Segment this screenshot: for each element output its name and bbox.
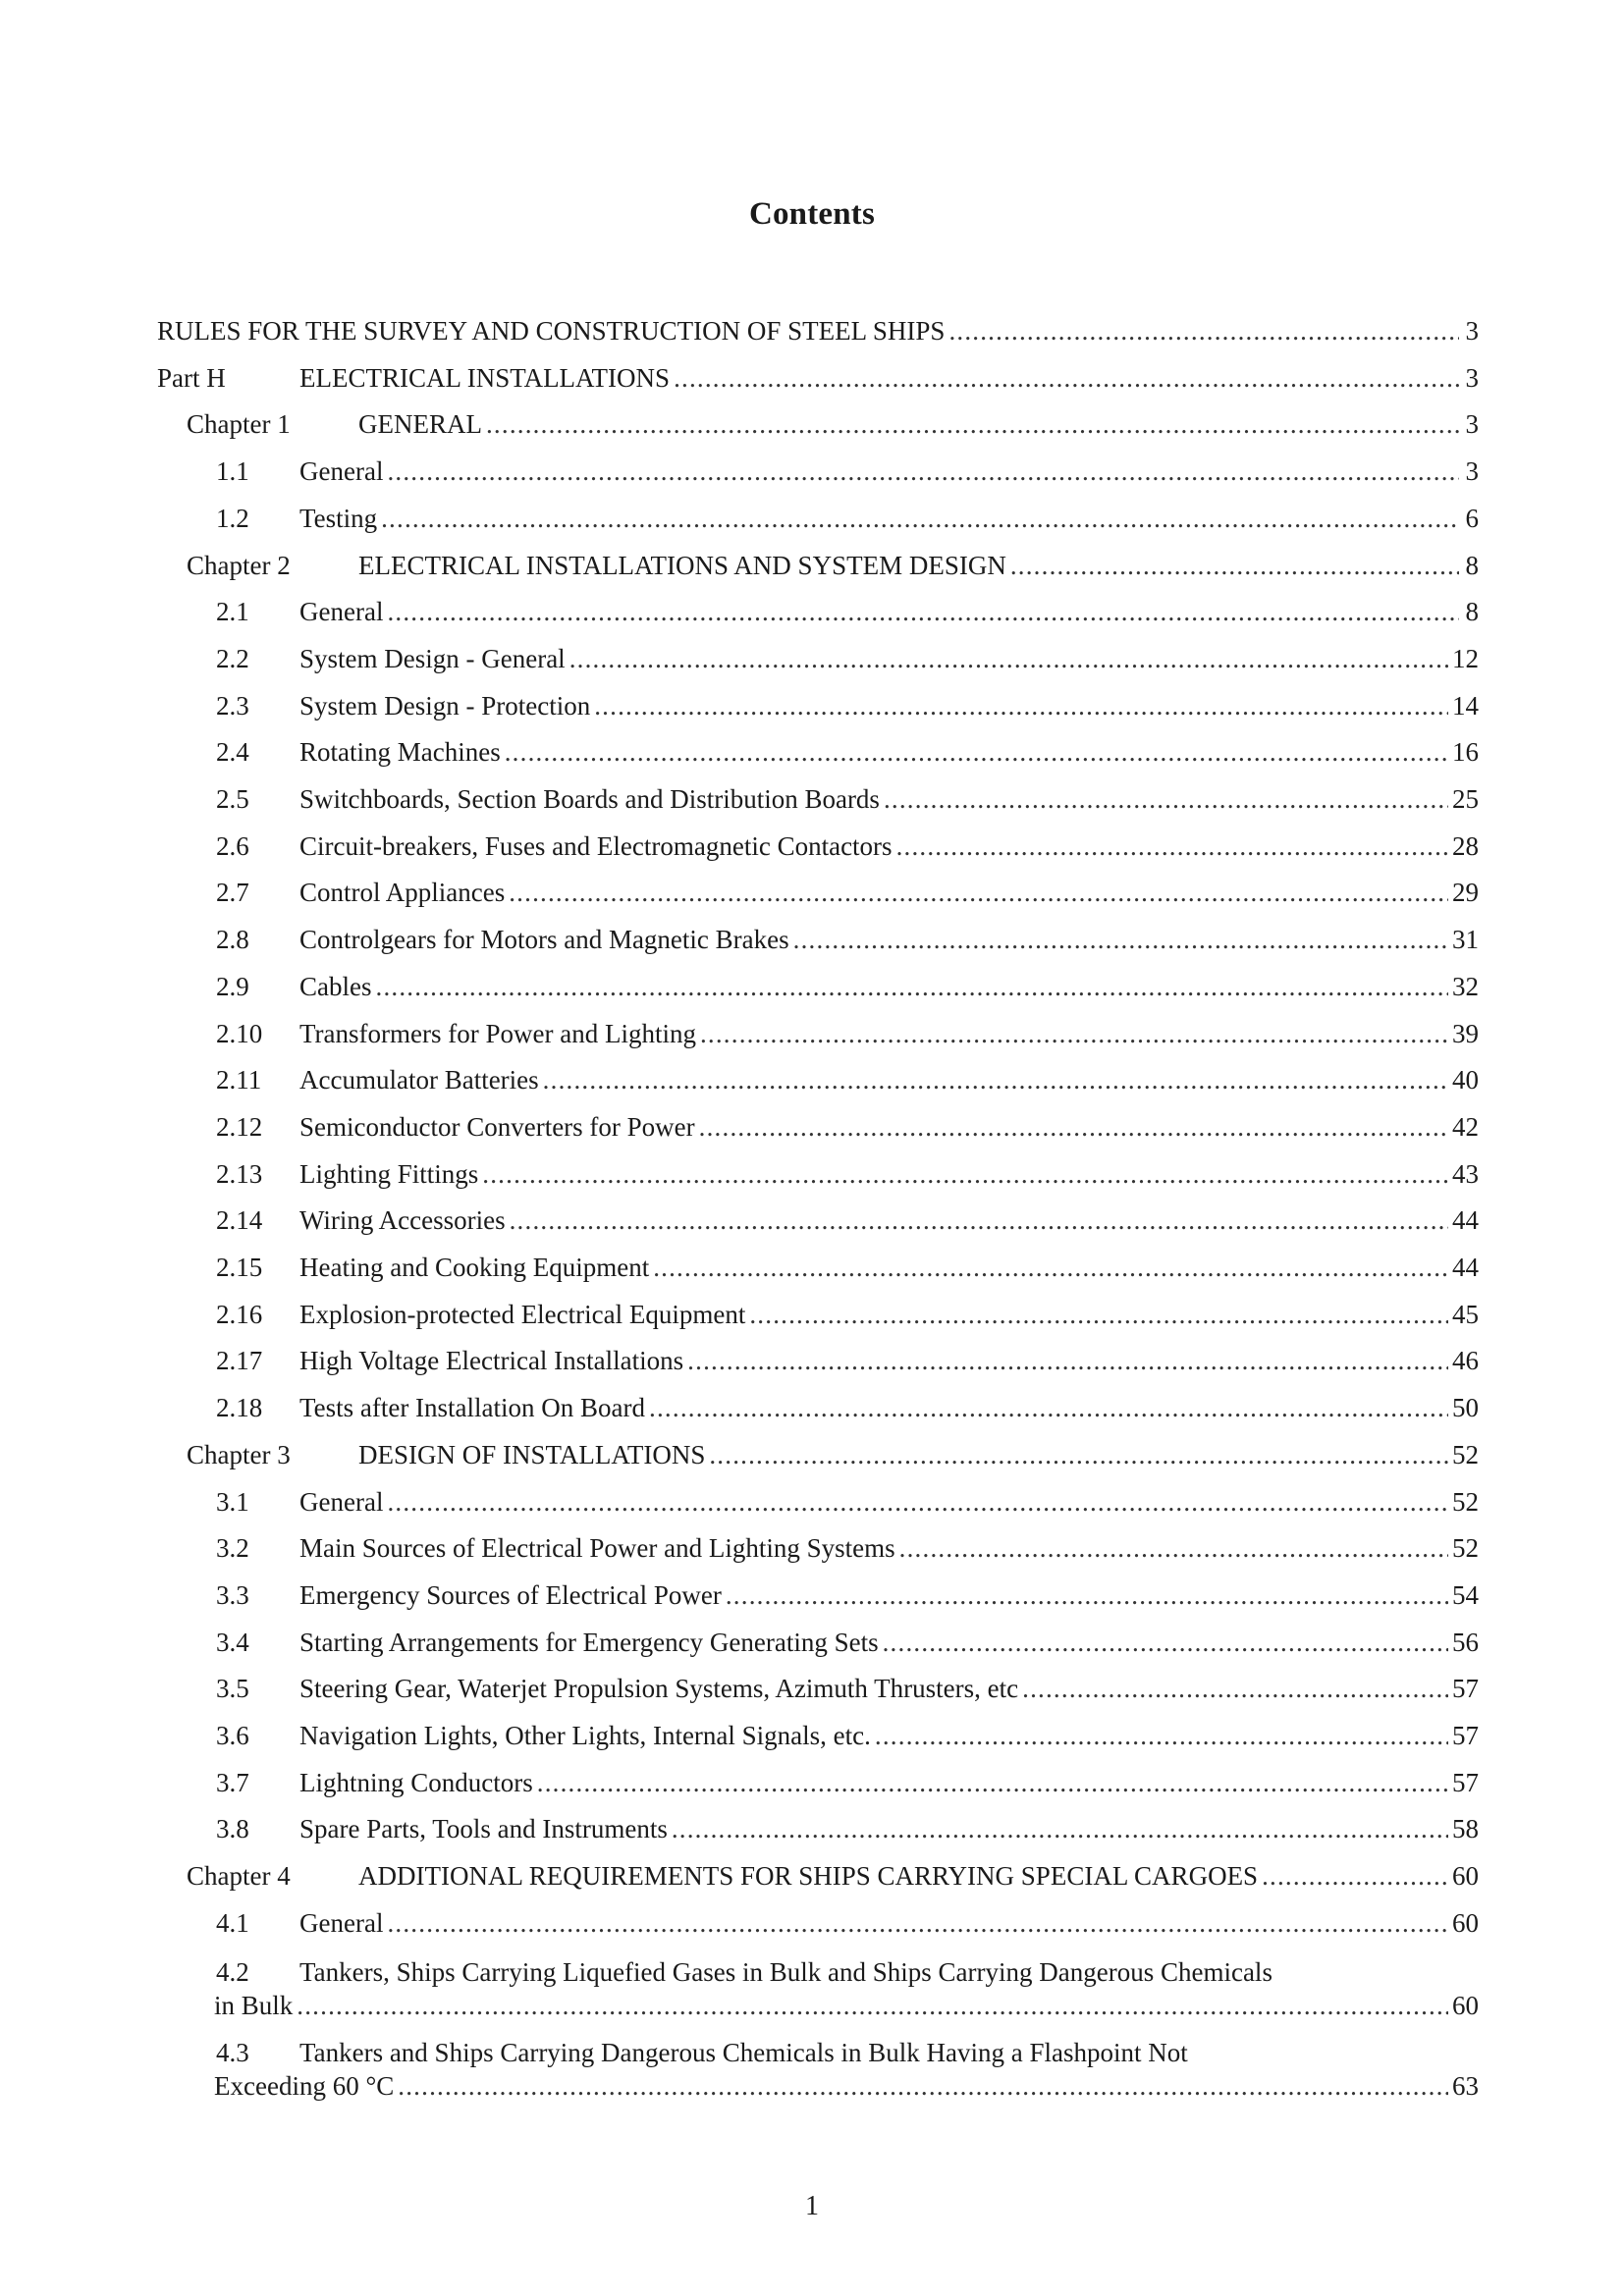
toc-entry-title: Starting Arrangements for Emergency Generating Sets <box>299 1627 879 1657</box>
toc-entry-title: Control Appliances <box>299 878 506 908</box>
toc-entry-page: 50 <box>1452 1393 1479 1423</box>
toc-entry[interactable] <box>0 1955 1624 2024</box>
toc-entry[interactable] <box>0 1017 1624 1050</box>
toc-entry-number: 2.10 <box>216 1018 263 1048</box>
dot-leader <box>687 1344 1448 1377</box>
toc-entry-page: 6 <box>1465 503 1479 533</box>
toc-entry-number: 2.7 <box>216 878 249 908</box>
toc-entry-number: 3.3 <box>216 1579 249 1610</box>
toc-entry-title: General <box>299 1486 384 1517</box>
toc-entry-number: 2.1 <box>216 597 249 627</box>
toc-entry-number: 4.3 <box>216 2037 249 2067</box>
toc-entry-number: 2.4 <box>216 737 249 768</box>
toc-entry[interactable] <box>0 407 1624 441</box>
toc-entry-page: 44 <box>1452 1205 1479 1236</box>
toc-entry-title: Tests after Installation On Board <box>299 1393 646 1423</box>
toc-entry-title-continued: Exceeding 60 °C <box>214 2070 395 2101</box>
toc-entry-page: 52 <box>1452 1533 1479 1564</box>
toc-entry-page: 8 <box>1465 597 1479 627</box>
toc-entry-title: Navigation Lights, Other Lights, Internal Signals, etc. <box>299 1721 871 1750</box>
toc-entry[interactable] <box>0 1906 1624 1940</box>
toc-entry-page: 46 <box>1452 1346 1479 1376</box>
toc-entry[interactable] <box>0 782 1624 816</box>
dot-leader <box>793 923 1448 956</box>
toc-entry-number: 2.9 <box>216 971 249 1001</box>
toc-entry-page: 58 <box>1452 1814 1479 1844</box>
toc-entry-number: 2.11 <box>216 1065 262 1095</box>
toc-entry-title: Circuit-breakers, Fuses and Electromagnetic Contactors <box>299 830 893 861</box>
toc-entry-number: 2.14 <box>216 1205 263 1236</box>
toc-entry-title: Cables <box>299 971 372 1001</box>
toc-entry-title: Lighting Fittings <box>299 1158 479 1189</box>
toc-entry-number: 2.3 <box>216 690 249 721</box>
toc-entry-number: Part H <box>157 362 226 393</box>
toc-entry-page: 43 <box>1452 1158 1479 1189</box>
toc-entry[interactable] <box>0 735 1624 769</box>
dot-leader <box>482 1157 1448 1191</box>
toc-entry[interactable] <box>0 1485 1624 1519</box>
dot-leader <box>594 689 1448 722</box>
dot-leader <box>398 2069 1448 2103</box>
dot-leader <box>569 642 1448 675</box>
toc-entry-number: 2.6 <box>216 830 249 861</box>
toc-entry-title: Semiconductor Converters for Power <box>299 1111 695 1142</box>
toc-entry[interactable] <box>0 876 1624 909</box>
toc-entry-page: 54 <box>1452 1579 1479 1610</box>
toc-entry[interactable] <box>0 1203 1624 1237</box>
toc-entry-number: 1.2 <box>216 503 249 533</box>
toc-entry[interactable] <box>0 1298 1624 1331</box>
toc-entry-title: ELECTRICAL INSTALLATIONS AND SYSTEM DESIGN <box>358 550 1006 580</box>
toc-entry-page: 57 <box>1452 1674 1479 1704</box>
dot-leader <box>948 314 1459 347</box>
dot-leader <box>653 1251 1448 1284</box>
toc-entry-title: Tankers and Ships Carrying Dangerous Chemicals in Bulk Having a Flashpoint Not <box>299 2037 1188 2067</box>
toc-entry-title: DESIGN OF INSTALLATIONS <box>358 1439 706 1469</box>
dot-leader <box>387 1906 1448 1940</box>
toc-entry[interactable] <box>0 1251 1624 1284</box>
toc-entry-number: 3.4 <box>216 1627 249 1657</box>
dot-leader <box>896 829 1448 863</box>
toc-entry-number: 4.2 <box>216 1956 249 1987</box>
toc-entry-title: General <box>299 597 384 627</box>
toc-entry-number: 2.13 <box>216 1158 263 1189</box>
toc-entry-number: Chapter 2 <box>187 550 291 580</box>
toc-entry-page: 28 <box>1452 830 1479 861</box>
dot-leader <box>381 502 1459 535</box>
toc-entry-number: 2.17 <box>216 1346 263 1376</box>
toc-entry-page: 45 <box>1452 1299 1479 1329</box>
page-number: 1 <box>805 2191 819 2221</box>
toc-entry-title: Wiring Accessories <box>299 1205 506 1236</box>
toc-entry-number: 3.1 <box>216 1486 249 1517</box>
dot-leader <box>749 1298 1448 1331</box>
toc-entry-page: 8 <box>1465 550 1479 580</box>
toc-entry[interactable] <box>0 1344 1624 1377</box>
toc-entry-page: 14 <box>1452 690 1479 721</box>
toc-entry-number: 3.5 <box>216 1674 249 1704</box>
toc-entry-number: 2.15 <box>216 1253 263 1282</box>
dot-leader <box>709 1438 1448 1471</box>
dot-leader <box>649 1391 1448 1424</box>
toc-entry[interactable] <box>0 1672 1624 1705</box>
toc-entry[interactable] <box>0 970 1624 1003</box>
toc-entry-title: Switchboards, Section Boards and Distribution Boards <box>299 784 880 814</box>
toc-entry-title: Spare Parts, Tools and Instruments <box>299 1814 668 1844</box>
toc-entry-page: 60 <box>1452 1907 1479 1938</box>
toc-entry-page: 40 <box>1452 1065 1479 1095</box>
toc-entry-number: Chapter 1 <box>187 409 291 440</box>
toc-entry[interactable] <box>0 454 1624 488</box>
toc-entry-number: 2.2 <box>216 643 249 673</box>
dot-leader <box>699 1110 1448 1144</box>
toc-entry-number: 2.18 <box>216 1393 263 1423</box>
toc-entry-page: 25 <box>1452 784 1479 814</box>
toc-entry-title-continued: in Bulk <box>214 1990 294 2020</box>
toc-entry[interactable] <box>0 1626 1624 1659</box>
toc-entry[interactable] <box>0 1859 1624 1893</box>
toc-entry[interactable] <box>0 1531 1624 1565</box>
toc-entry-title: Transformers for Power and Lighting <box>299 1018 696 1048</box>
toc-entry-page: 52 <box>1452 1486 1479 1517</box>
dot-leader <box>884 782 1448 816</box>
toc-entry-title: RULES FOR THE SURVEY AND CONSTRUCTION OF STEEL SHIPS <box>157 316 946 346</box>
dot-leader <box>899 1531 1448 1565</box>
dot-leader <box>1022 1672 1448 1705</box>
toc-entry-title: Main Sources of Electrical Power and Lighting Systems <box>299 1533 895 1564</box>
dot-leader <box>883 1626 1448 1659</box>
dot-leader <box>387 595 1459 628</box>
toc-entry-page: 12 <box>1452 643 1479 673</box>
page-title: Contents <box>748 196 876 232</box>
toc-entry-title: GENERAL <box>358 409 482 440</box>
toc-entry-number: Chapter 3 <box>187 1439 291 1469</box>
dot-leader <box>1262 1859 1448 1893</box>
dot-leader <box>376 970 1449 1003</box>
toc-entry-page: 32 <box>1452 971 1479 1001</box>
toc-entry[interactable] <box>0 923 1624 956</box>
dot-leader <box>674 361 1459 395</box>
toc-entry-page: 63 <box>1452 2070 1479 2101</box>
toc-entry-number: 1.1 <box>216 456 249 487</box>
toc-entry[interactable] <box>0 1157 1624 1191</box>
toc-entry[interactable] <box>0 642 1624 675</box>
toc-entry-number: 2.5 <box>216 784 249 814</box>
toc-entry-title: Steering Gear, Waterjet Propulsion Systems, Azimuth Thrusters, etc <box>299 1674 1019 1704</box>
toc-entry-page: 3 <box>1465 362 1479 393</box>
dot-leader <box>509 876 1448 909</box>
toc-entry-title: General <box>299 456 384 487</box>
toc-entry[interactable] <box>0 314 1624 347</box>
toc-entry-number: 3.7 <box>216 1767 249 1797</box>
toc-entry-title: High Voltage Electrical Installations <box>299 1346 684 1376</box>
toc-entry-title: Accumulator Batteries <box>299 1065 539 1095</box>
toc-entry-number: 2.12 <box>216 1111 263 1142</box>
toc-entry-page: 29 <box>1452 878 1479 908</box>
toc-entry-title: Explosion-protected Electrical Equipment <box>299 1299 746 1329</box>
toc-entry[interactable] <box>0 1391 1624 1424</box>
toc-entry[interactable] <box>0 595 1624 628</box>
toc-entry-title: ADDITIONAL REQUIREMENTS FOR SHIPS CARRYING SPECIAL CARGOES <box>358 1861 1259 1892</box>
toc-entry-page: 56 <box>1452 1627 1479 1657</box>
toc-entry[interactable] <box>0 1812 1624 1845</box>
toc-entry[interactable] <box>0 2036 1624 2105</box>
toc-entry[interactable] <box>0 1063 1624 1096</box>
toc-entry-page: 57 <box>1452 1767 1479 1797</box>
toc-entry-page: 60 <box>1452 1990 1479 2020</box>
dot-leader <box>505 735 1448 769</box>
toc-entry[interactable] <box>0 1719 1624 1752</box>
toc-entry-title: Emergency Sources of Electrical Power <box>299 1579 722 1610</box>
dot-leader <box>700 1017 1448 1050</box>
toc-entry-page: 31 <box>1452 925 1479 955</box>
toc-entry-page: 52 <box>1452 1439 1479 1469</box>
toc-entry-number: 3.2 <box>216 1533 249 1564</box>
toc-entry-title: Heating and Cooking Equipment <box>299 1253 650 1282</box>
toc-entry[interactable] <box>0 1766 1624 1799</box>
toc-entry-page: 3 <box>1465 409 1479 440</box>
toc-entry[interactable] <box>0 502 1624 535</box>
toc-entry-page: 3 <box>1465 316 1479 346</box>
toc-entry-page: 60 <box>1452 1861 1479 1892</box>
toc-entry-number: 3.8 <box>216 1814 249 1844</box>
toc-entry-title: Tankers, Ships Carrying Liquefied Gases in Bulk and Ships Carrying Dangerous Chemicals <box>299 1956 1272 1987</box>
toc-entry[interactable] <box>0 1578 1624 1612</box>
dot-leader <box>672 1812 1448 1845</box>
dot-leader <box>1010 549 1459 582</box>
toc-entry[interactable] <box>0 549 1624 582</box>
toc-entry-title: Testing <box>299 503 378 533</box>
dot-leader <box>387 1485 1448 1519</box>
dot-leader <box>387 454 1459 488</box>
toc-entry-page: 3 <box>1465 456 1479 487</box>
toc-entry-number: 2.16 <box>216 1299 263 1329</box>
dot-leader <box>726 1578 1448 1612</box>
toc-entry-number: 2.8 <box>216 925 249 955</box>
toc-entry-title: System Design - Protection <box>299 690 591 721</box>
toc-entry-page: 44 <box>1452 1253 1479 1282</box>
toc-entry-number: 4.1 <box>216 1907 249 1938</box>
toc-entry-number: Chapter 4 <box>187 1861 291 1892</box>
dot-leader <box>875 1719 1448 1752</box>
toc-entry-title: General <box>299 1907 384 1938</box>
toc-entry-page: 39 <box>1452 1018 1479 1048</box>
dot-leader <box>297 1989 1448 2022</box>
dot-leader <box>486 407 1459 441</box>
toc-entry[interactable] <box>0 1110 1624 1144</box>
dot-leader <box>537 1766 1448 1799</box>
toc-entry-title: Lightning Conductors <box>299 1767 533 1797</box>
toc-entry-number: 3.6 <box>216 1721 249 1750</box>
toc-entry[interactable] <box>0 689 1624 722</box>
toc-entry-title: ELECTRICAL INSTALLATIONS <box>299 362 671 393</box>
toc-entry[interactable] <box>0 1438 1624 1471</box>
toc-entry-title: Controlgears for Motors and Magnetic Brakes <box>299 925 789 955</box>
dot-leader <box>543 1063 1448 1096</box>
toc-entry-title: System Design - General <box>299 643 566 673</box>
toc-entry-page: 42 <box>1452 1111 1479 1142</box>
toc-entry[interactable] <box>0 361 1624 395</box>
toc-entry-title: Rotating Machines <box>299 737 501 768</box>
toc-entry-page: 57 <box>1452 1721 1479 1750</box>
dot-leader <box>510 1203 1448 1237</box>
toc-entry-page: 16 <box>1452 737 1479 768</box>
toc-entry[interactable] <box>0 829 1624 863</box>
